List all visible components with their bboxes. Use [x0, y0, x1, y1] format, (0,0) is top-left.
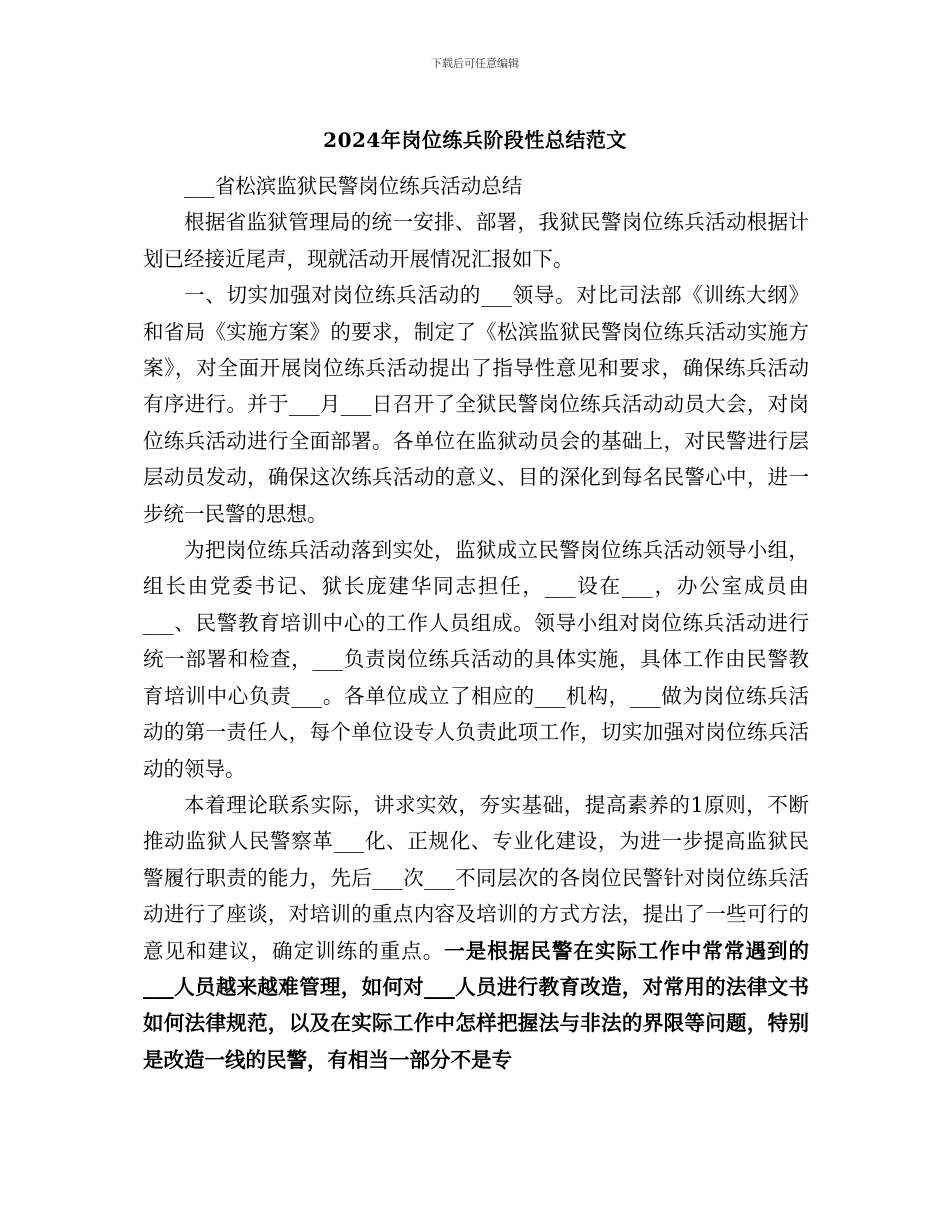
paragraph-principle-text: 本着理论联系实际，讲求实效，夯实基础，提高素养的1原则，不断推动监狱人民警察革___化、正规化、专业化建设，为进一步提高监狱民警履行职责的能力，先后___次___不同层次的各岗位民警针对岗位练兵活动进行了座谈，对培训的重点内容及培训的方式方法，提出了一些可行的意见和建议，确定训练的重点。 — [143, 792, 809, 963]
paragraph-intro: 根据省监狱管理局的统一安排、部署，我狱民警岗位练兵活动根据计划已经接近尾声，现就活动开展情况汇报如下。 — [143, 210, 809, 271]
paragraph-leadership-group: 为把岗位练兵活动落到实处，监狱成立民警岗位练兵活动领导小组，组长由党委书记、狱长庞建华同志担任，___设在___，办公室成员由___、民警教育培训中心的工作人员组成。领导小组对岗位练兵活动进行统一部署和检查，___负责岗位练兵活动的具体实施，具体工作由民警教育培训中心负责___。各单位成立了相应的___机构，___做为岗位练兵活动的第一责任人，每个单位设专人负责此项工作，切实加强对岗位练兵活动的领导。 — [143, 538, 809, 781]
paragraph-principle — [143, 787, 809, 1078]
paragraph-section-one: 一、切实加强对岗位练兵活动的___领导。对比司法部《训练大纲》和省局《实施方案》的要求，制定了《松滨监狱民警岗位练兵活动实施方案》，对全面开展岗位练兵活动提出了指导性意见和要求，确保练兵活动有序进行。并于___月___日召开了全狱民警岗位练兵活动动员大会，对岗位练兵活动进行全面部署。各单位在监狱动员会的基础上，对民警进行层层动员发动，确保这次练兵活动的意义、目的深化到每名民警心中，进一步统一民警的思想。 — [143, 283, 809, 526]
paragraph-principle-bold-text: 一是根据民警在实际工作中常常遇到的___人员越来越难管理，如何对___人员进行教育改造，对常用的法律文书如何法律规范，以及在实际工作中怎样把握法与非法的界限等问题，特别是改造一线的民警，有相当一部分不是专 — [143, 938, 810, 1072]
paragraph-subtitle: ___省松滨监狱民警岗位练兵活动总结 — [184, 174, 523, 198]
document-body — [143, 168, 809, 1078]
header-note: 下载后可任意编辑 — [431, 57, 519, 70]
document-title: 2024年岗位练兵阶段性总结范文 — [323, 128, 627, 152]
